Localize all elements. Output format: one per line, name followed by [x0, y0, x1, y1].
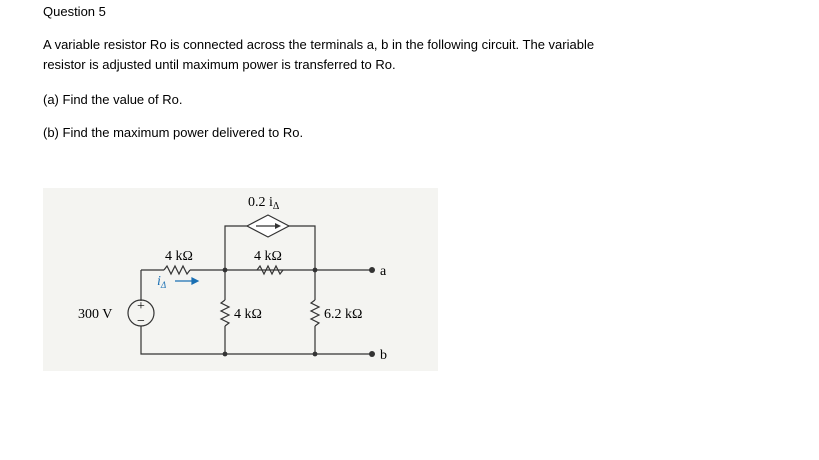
node-3: [223, 352, 228, 357]
part-a-text: (a) Find the value of Ro.: [43, 92, 183, 107]
node-2: [313, 268, 318, 273]
r4-label: 6.2 kΩ: [324, 307, 363, 322]
wire-bottom: [141, 326, 315, 354]
terminal-a-label: a: [380, 264, 387, 279]
node-1: [223, 268, 228, 273]
part-b-text: (b) Find the maximum power delivered to Ro.: [43, 125, 304, 140]
r2-label: 4 kΩ: [254, 249, 282, 264]
circuit-diagram: [43, 188, 438, 371]
terminal-a-dot: [369, 267, 375, 273]
r1-label: 4 kΩ: [165, 249, 193, 264]
circuit-svg: [43, 188, 438, 371]
dep-source-label: 0.2 $i_\Delta$: [248, 195, 280, 212]
terminal-b-dot: [369, 351, 375, 357]
resistor-r4: [311, 300, 319, 326]
minus-sign: −: [137, 314, 145, 329]
node-4: [313, 352, 318, 357]
voltage-source-label: 300 V: [78, 307, 113, 322]
dependent-current-source: [247, 215, 289, 237]
r3-label: 4 kΩ: [234, 307, 262, 322]
resistor-r3: [221, 300, 229, 326]
current-arrow: [175, 278, 198, 284]
resistor-r1: [164, 266, 190, 274]
question-text-line-1: A variable resistor Ro is connected across the terminals a, b in the following circuit. The variable: [43, 37, 595, 52]
plus-sign: +: [137, 299, 145, 314]
terminal-b-label: b: [380, 348, 387, 363]
question-text-line-2: resistor is adjusted until maximum power is transferred to Ro.: [43, 57, 396, 72]
current-label: $i_\Delta$: [157, 274, 167, 290]
question-title: Question 5: [43, 4, 106, 19]
